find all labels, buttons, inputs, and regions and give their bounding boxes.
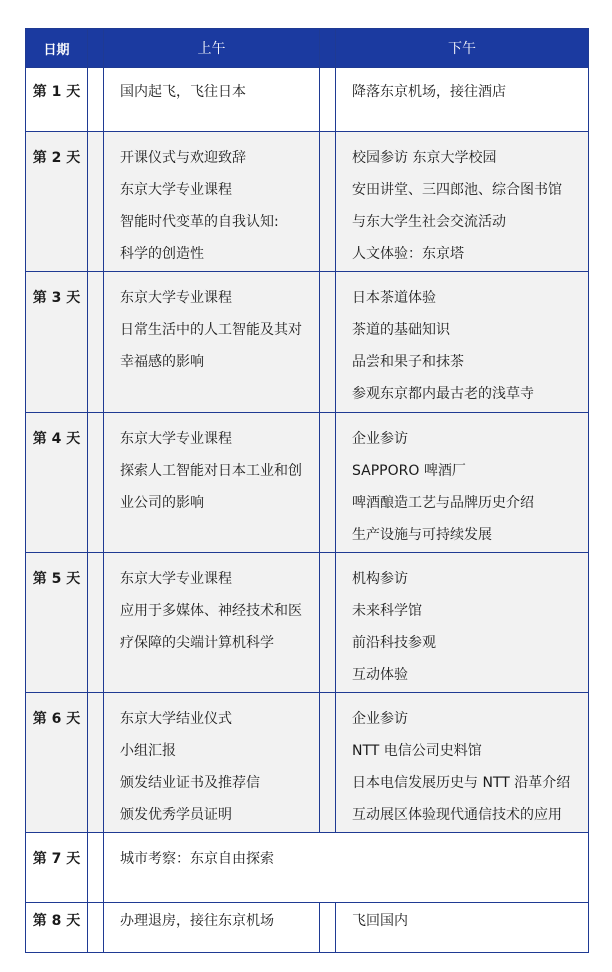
day-cell xyxy=(26,413,88,553)
day-label: 第 6 天 xyxy=(32,711,81,727)
day-label: 第 4 天 xyxy=(32,431,81,447)
day-label: 第 3 天 xyxy=(32,290,81,306)
pm-cell xyxy=(336,132,589,272)
activity-line: 东京大学专业课程 xyxy=(120,290,232,306)
activity-line: 飞回国内 xyxy=(352,913,408,929)
spacer-cell xyxy=(88,833,104,903)
spacer-cell xyxy=(320,553,336,693)
schedule-row xyxy=(26,132,589,272)
activity-line: 未来科学馆 xyxy=(352,603,422,619)
header-spacer xyxy=(88,29,104,68)
activity-line: 东京大学专业课程 xyxy=(120,571,232,587)
header-spacer xyxy=(320,29,336,68)
activity-line: 东京大学专业课程 xyxy=(120,182,232,198)
activity-line: SAPPORO 啤酒厂 xyxy=(352,463,466,479)
activity-line: 科学的创造性 xyxy=(120,246,204,262)
activity-line: 国内起飞，飞往日本 xyxy=(120,84,246,100)
day-cell xyxy=(26,693,88,833)
schedule-row xyxy=(26,833,589,903)
am-cell xyxy=(104,553,320,693)
activity-line: NTT 电信公司史料馆 xyxy=(352,743,482,759)
day-label: 第 2 天 xyxy=(32,150,81,166)
activity-line: 业公司的影响 xyxy=(120,495,204,511)
activity-line: 幸福感的影响 xyxy=(120,354,204,370)
activity-line: 日常生活中的人工智能及其对 xyxy=(120,322,302,338)
day-cell xyxy=(26,833,88,903)
header-pm: 下午 xyxy=(336,29,589,68)
am-cell xyxy=(104,272,320,413)
header-day: 日期 xyxy=(26,29,88,68)
spacer-cell xyxy=(88,132,104,272)
activity-line: 企业参访 xyxy=(352,711,408,727)
spacer-cell xyxy=(88,903,104,953)
day-label: 第 1 天 xyxy=(32,84,81,100)
activity-line: 生产设施与可持续发展 xyxy=(352,527,492,543)
spacer-cell xyxy=(88,413,104,553)
am-cell xyxy=(104,413,320,553)
schedule-row xyxy=(26,272,589,413)
day-cell xyxy=(26,903,88,953)
am-cell xyxy=(104,68,320,132)
schedule-row xyxy=(26,693,589,833)
fullday-cell xyxy=(104,833,589,903)
activity-line: 疗保障的尖端计算机科学 xyxy=(120,635,274,651)
activity-line: 互动体验 xyxy=(352,667,408,683)
activity-line: 品尝和果子和抹茶 xyxy=(352,354,464,370)
pm-cell xyxy=(336,272,589,413)
spacer-cell xyxy=(88,272,104,413)
activity-line: 人文体验：东京塔 xyxy=(352,246,464,262)
activity-line: 应用于多媒体、神经技术和医 xyxy=(120,603,302,619)
schedule-row xyxy=(26,553,589,693)
activity-line: 颁发优秀学员证明 xyxy=(120,807,232,823)
activity-line: 东京大学结业仪式 xyxy=(120,711,232,727)
activity-line: 办理退房，接往东京机场 xyxy=(120,913,274,929)
day-cell xyxy=(26,68,88,132)
activity-line: 校园参访 东京大学校园 xyxy=(352,150,497,166)
header-row xyxy=(26,29,589,68)
day-label: 第 7 天 xyxy=(32,851,81,867)
activity-line: 颁发结业证书及推荐信 xyxy=(120,775,260,791)
pm-cell xyxy=(336,553,589,693)
pm-cell xyxy=(336,693,589,833)
spacer-cell xyxy=(320,413,336,553)
pm-cell xyxy=(336,903,589,953)
activity-line: 参观东京都内最古老的浅草寺 xyxy=(352,386,534,402)
activity-line: 机构参访 xyxy=(352,571,408,587)
activity-line: 安田讲堂、三四郎池、综合图书馆 xyxy=(352,182,562,198)
activity-line: 降落东京机场，接往酒店 xyxy=(352,84,506,100)
header-am: 上午 xyxy=(104,29,320,68)
activity-line: 城市考察：东京自由探索 xyxy=(120,851,274,867)
day-label: 第 5 天 xyxy=(32,571,81,587)
spacer-cell xyxy=(320,693,336,833)
activity-line: 东京大学专业课程 xyxy=(120,431,232,447)
am-cell xyxy=(104,132,320,272)
activity-line: 互动展区体验现代通信技术的应用 xyxy=(352,807,562,823)
activity-line: 智能时代变革的自我认知: xyxy=(120,214,279,230)
schedule-table xyxy=(25,28,589,953)
schedule-row xyxy=(26,903,589,953)
activity-line: 探索人工智能对日本工业和创 xyxy=(120,463,302,479)
activity-line: 企业参访 xyxy=(352,431,408,447)
day-cell xyxy=(26,553,88,693)
activity-line: 与东大学生社会交流活动 xyxy=(352,214,506,230)
spacer-cell xyxy=(320,903,336,953)
schedule-row xyxy=(26,68,589,132)
activity-line: 茶道的基础知识 xyxy=(352,322,450,338)
schedule-row xyxy=(26,413,589,553)
activity-line: 啤酒酿造工艺与品牌历史介绍 xyxy=(352,495,534,511)
day-cell xyxy=(26,272,88,413)
spacer-cell xyxy=(88,68,104,132)
activity-line: 日本茶道体验 xyxy=(352,290,436,306)
am-cell xyxy=(104,903,320,953)
day-label: 第 8 天 xyxy=(32,913,81,929)
spacer-cell xyxy=(320,132,336,272)
spacer-cell xyxy=(88,693,104,833)
pm-cell xyxy=(336,413,589,553)
activity-line: 日本电信发展历史与 NTT 沿革介绍 xyxy=(352,775,571,791)
activity-line: 小组汇报 xyxy=(120,743,176,759)
spacer-cell xyxy=(320,272,336,413)
day-cell xyxy=(26,132,88,272)
am-cell xyxy=(104,693,320,833)
pm-cell xyxy=(336,68,589,132)
spacer-cell xyxy=(88,553,104,693)
activity-line: 前沿科技参观 xyxy=(352,635,436,651)
activity-line: 开课仪式与欢迎致辞 xyxy=(120,150,246,166)
spacer-cell xyxy=(320,68,336,132)
